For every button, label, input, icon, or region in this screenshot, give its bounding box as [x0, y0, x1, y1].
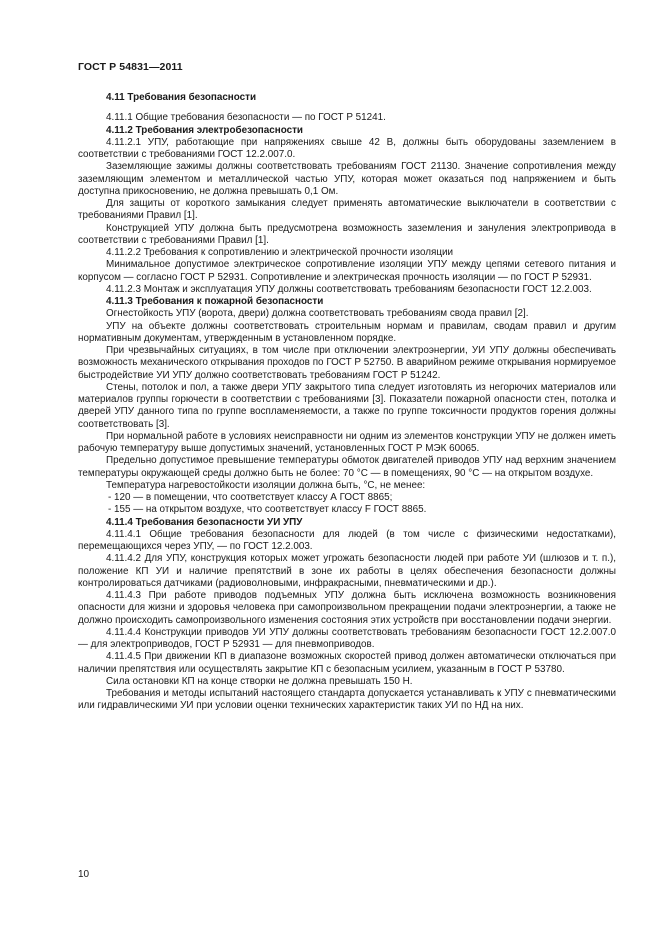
- paragraph: 4.11.4.4 Конструкции приводов УИ УПУ должны соответствовать требованиям безопасности ГОСТ 12.2.007.0 — для электроприводов, ГОСТ Р 52931 — для пневмоприводов.: [78, 626, 616, 650]
- document-body: [78, 92, 616, 713]
- paragraph: 4.11.4.3 При работе приводов подъемных УПУ должна быть исключена возможность возникновения опасности для жизни и здоровья человека при самопроизвольном прекращении подачи электроэнергии, а также не должно происходить самопроизвольного изменения состояния этих устройств при восстановлении подачи энергии.: [78, 590, 616, 626]
- section-heading: 4.11 Требования безопасности: [106, 92, 257, 103]
- paragraph: 4.11.4.1 Общие требования безопасности для людей (в том числе с физическими недостатками), перемещающихся через УПУ, — по ГОСТ 12.2.003.: [78, 528, 616, 552]
- document-code-header: ГОСТ Р 54831—2011: [78, 61, 183, 73]
- paragraph: Минимальное допустимое электрическое сопротивление изоляции УПУ между цепями сетевого питания и корпусом — согласно ГОСТ Р 52931. Сопротивление и электрическая прочность изоляции — по ГОСТ Р 52931.: [78, 259, 616, 283]
- paragraph: Температура нагревостойкости изоляции должна быть, °С, не менее:: [106, 479, 426, 491]
- list-item: - 120 — в помещении, что соответствует классу А ГОСТ 8865;: [108, 492, 393, 503]
- paragraph: Стены, потолок и пол, а также двери УПУ закрытого типа следует изготовлять из негорючих материалов или материалов группы горючести в соответствии с требованиями [3]. Показатели пожарной опасности стен, потолка и дверей УПУ данного типа по группе воспламеняемости, а также по группе токсичности продуктов горения должны соответствовать [3].: [78, 381, 616, 430]
- paragraph: Конструкцией УПУ должна быть предусмотрена возможность заземления и зануления электропривода в соответствии с требованиями Правил [1].: [78, 222, 616, 246]
- paragraph: Сила остановки КП на конце створки не должна превышать 150 Н.: [106, 675, 413, 687]
- paragraph: При нормальной работе в условиях неисправности ни одним из элементов конструкции УПУ не должен иметь рабочую температуру выше допустимых значений, установленных ГОСТ Р МЭК 60065.: [78, 430, 616, 454]
- paragraph: 4.11.2.3 Монтаж и эксплуатация УПУ должны соответствовать требованиям безопасности ГОСТ 12.2.003.: [106, 283, 592, 295]
- paragraph: 4.11.1 Общие требования безопасности — по ГОСТ Р 51241.: [106, 112, 386, 124]
- subsection-heading: 4.11.4 Требования безопасности УИ УПУ: [106, 516, 303, 528]
- paragraph: Заземляющие зажимы должны соответствовать требованиям ГОСТ 21130. Значение сопротивления между заземляющим элементом и металлической частью УПУ, которая может оказаться под напряжением и быть доступна прикосновению, не должна превышать 0,1 Ом.: [78, 161, 616, 197]
- paragraph: УПУ на объекте должны соответствовать строительным нормам и правилам, сводам правил и другим нормативным документам, утвержденным в установленном порядке.: [78, 320, 616, 344]
- paragraph: Предельно допустимое превышение температуры обмоток двигателей приводов УПУ над верхним значением температуры окружающей среды должно быть не более: 70 °С — в помещениях, 90 °С — на открытом воздухе.: [78, 455, 616, 479]
- list-item: - 155 — на открытом воздухе, что соответствует классу F ГОСТ 8865.: [108, 504, 427, 516]
- paragraph: Для защиты от короткого замыкания следует применять автоматические выключатели в соответствии с требованиями Правил [1].: [78, 198, 616, 222]
- paragraph: 4.11.2.1 УПУ, работающие при напряжениях свыше 42 В, должны быть оборудованы заземлением в соответствии с требованиями ГОСТ 12.2.007.0.: [78, 136, 616, 160]
- paragraph: 4.11.4.5 При движении КП в диапазоне возможных скоростей привод должен автоматически отключаться при наличии препятствия или осуществлять закрытие КП с безопасным усилием, указанным в ГОСТ Р 53780.: [78, 651, 616, 675]
- page-number: 10: [78, 869, 90, 880]
- paragraph: 4.11.4.2 Для УПУ, конструкция которых может угрожать безопасности людей при работе УИ (шлюзов и т. п.), положение КП УИ и наличие препятствий в зоне их работы в целях обеспечения безопасности должны контролироваться датчиками (радиоволновыми, инфракрасными, пневматическими и др.).: [78, 553, 616, 589]
- subsection-heading: 4.11.2 Требования электробезопасности: [106, 124, 303, 136]
- paragraph: Огнестойкость УПУ (ворота, двери) должна соответствовать требованиям свода правил [2].: [106, 308, 529, 320]
- paragraph: При чрезвычайных ситуациях, в том числе при отключении электроэнергии, УИ УПУ должны обеспечивать возможность механического открывания проходов по ГОСТ Р 52750. В аварийном режиме открывания нормируемое быстродействие УИ УПУ должно соответствовать требованиям ГОСТ Р 51242.: [78, 345, 616, 381]
- subsection-heading: 4.11.3 Требования к пожарной безопасности: [106, 296, 324, 307]
- paragraph: 4.11.2.2 Требования к сопротивлению и электрической прочности изоляции: [106, 247, 454, 258]
- paragraph: Требования и методы испытаний настоящего стандарта допускается устанавливать к УПУ с пневматическими или гидравлическими УИ при условии оценки технических характеристик таких УИ по НД на них.: [78, 688, 616, 712]
